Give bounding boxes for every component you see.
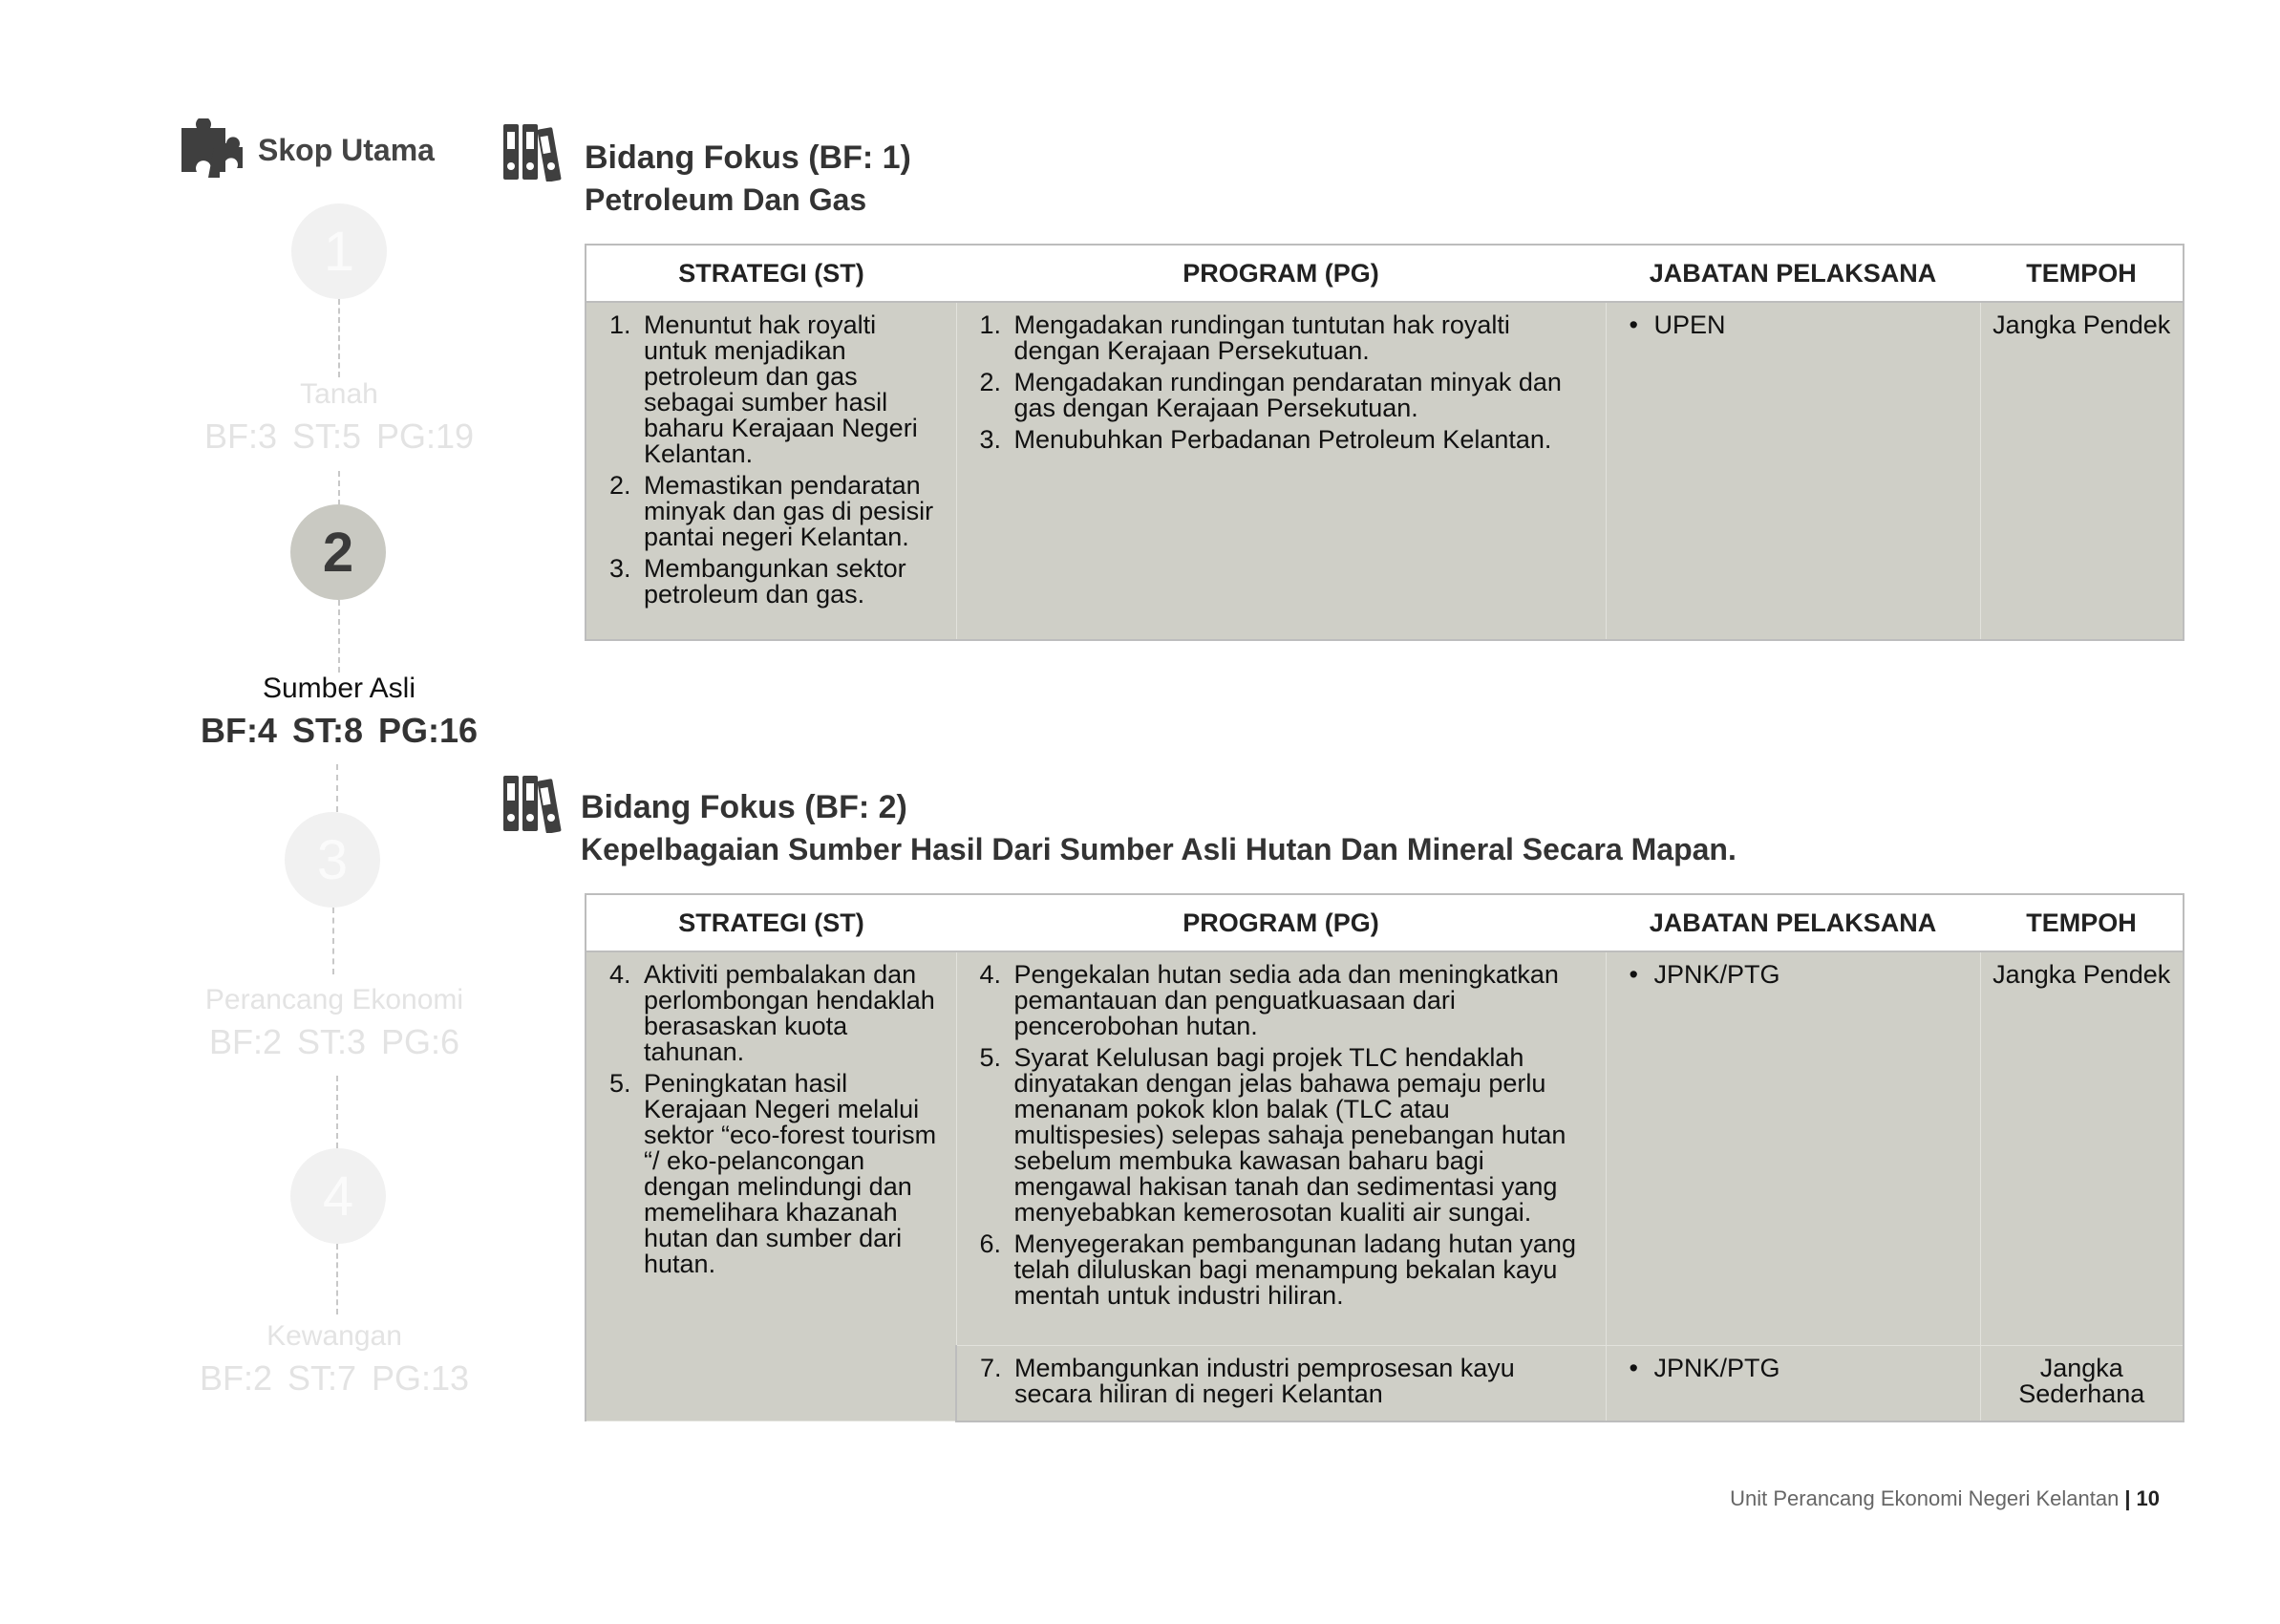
header-tempoh: TEMPOH <box>1980 245 2184 302</box>
page-footer <box>1730 1486 2160 1511</box>
timeline-connector <box>338 471 340 505</box>
timeline-connector <box>332 908 334 974</box>
jabatan-item: • JPNK/PTG <box>1616 962 1971 988</box>
program-cell <box>956 302 1606 640</box>
jabatan-cell <box>1606 1345 1980 1421</box>
list-item: 3. Membangunkan sektor petroleum dan gas. <box>609 554 906 609</box>
timeline-connector <box>336 1076 338 1148</box>
header-strategi: STRATEGI (ST) <box>586 245 956 302</box>
binders-icon <box>501 122 566 182</box>
timeline-step-2-label: Sumber Asli BF:4 ST:8 PG:16 <box>200 673 479 750</box>
timeline-connector <box>338 600 340 673</box>
strategy-cell <box>586 951 956 1421</box>
list-item: 3. Menubuhkan Perbadanan Petroleum Kelantan. <box>979 425 1552 454</box>
program-list <box>967 962 1596 1309</box>
focus-1-heading <box>585 139 911 218</box>
list-item: 4. Aktiviti pembalakan dan perlombongan hendaklah berasaskan kuota tahunan. <box>609 960 935 1066</box>
program-cell <box>956 951 1606 1345</box>
jabatan-cell <box>1606 302 1980 640</box>
jabatan-item: • UPEN <box>1616 312 1971 338</box>
timeline-sidebar <box>0 0 497 1624</box>
list-item: 5. Syarat Kelulusan bagi projek TLC hendaklah dinyatakan dengan jelas bahawa pemaju perlu menanam pokok klon balak (TLC atau multispesies) selepas sahaja penebangan hutan sebelum membuka kawasan baharu bagi mengawal hakisan tanah dan sedimentasi yang menyebabkan kemerosotan kualiti air sungai. <box>979 1043 1566 1227</box>
strategy-list <box>596 312 947 608</box>
program-list <box>967 1353 1596 1408</box>
timeline-step-3-label: Perancang Ekonomi BF:2 ST:3 PG:6 <box>204 984 464 1061</box>
tempoh-cell: Jangka Pendek <box>1980 302 2184 640</box>
list-item: 5. Peningkatan hasil Kerajaan Negeri melalui sektor “eco-forest tourism “/ eko-pelancongan dengan melindungi dan memelihara khazanah hutan dan sumber dari hutan. <box>609 1069 937 1278</box>
timeline-step-1-label: Tanah BF:3 ST:5 PG:19 <box>203 378 475 456</box>
binders-icon <box>501 774 566 833</box>
list-item: 6. Menyegerakan pembangunan ladang hutan yang telah diluluskan bagi menampung bekalan kayu mentah untuk industri hiliran. <box>979 1229 1576 1310</box>
header-program: PROGRAM (PG) <box>956 894 1606 951</box>
focus-2-title: Kepelbagaian Sumber Hasil Dari Sumber Asli Hutan Dan Mineral Secara Mapan. <box>581 832 1737 866</box>
header-tempoh: TEMPOH <box>1980 894 2184 951</box>
timeline-connector <box>336 1244 338 1314</box>
timeline-step-3-circle[interactable]: 3 <box>285 812 380 908</box>
strategy-list <box>596 962 946 1277</box>
strategy-cell <box>586 302 956 640</box>
focus-2-table <box>585 893 2184 1422</box>
timeline-connector <box>336 764 338 812</box>
header-strategi: STRATEGI (ST) <box>586 894 956 951</box>
list-item: 1. Menuntut hak royalti untuk menjadikan petroleum dan gas sebagai sumber hasil baharu Kerajaan Negeri Kelantan. <box>609 310 918 468</box>
focus-2-heading <box>581 789 1737 867</box>
timeline-connector <box>338 299 340 377</box>
list-item: 2. Mengadakan rundingan pendaratan minyak dan gas dengan Kerajaan Persekutuan. <box>979 368 1562 422</box>
list-item: 7. Membangunkan industri pemprosesan kayu secara hiliran di negeri Kelantan <box>980 1353 1515 1408</box>
program-list <box>967 312 1596 453</box>
header-program: PROGRAM (PG) <box>956 245 1606 302</box>
skop-title: Skop Utama <box>258 132 435 167</box>
focus-1-table <box>585 244 2184 641</box>
focus-1-title: Petroleum Dan Gas <box>585 182 867 217</box>
tempoh-cell: Jangka Sederhana <box>1980 1345 2184 1421</box>
list-item: 4. Pengekalan hutan sedia ada dan meningkatkan pemantauan dan penguatkuasaan dari pencerobohan hutan. <box>979 960 1559 1040</box>
jabatan-cell <box>1606 951 1980 1345</box>
timeline-step-4-circle[interactable]: 4 <box>290 1148 386 1244</box>
header-jabatan: JABATAN PELAKSANA <box>1606 245 1980 302</box>
focus-2-label: Bidang Fokus (BF: 2) <box>581 789 907 825</box>
timeline-step-4-label: Kewangan BF:2 ST:7 PG:13 <box>199 1320 470 1398</box>
focus-1-label: Bidang Fokus (BF: 1) <box>585 139 911 176</box>
timeline-step-1-circle[interactable]: 1 <box>291 203 387 299</box>
page-number: 10 <box>2136 1486 2160 1510</box>
list-item: 1. Mengadakan rundingan tuntutan hak royalti dengan Kerajaan Persekutuan. <box>979 310 1510 365</box>
footer-org: Unit Perancang Ekonomi Negeri Kelantan <box>1730 1486 2120 1510</box>
footer-separator: | <box>2124 1486 2131 1510</box>
timeline-step-2-circle[interactable]: 2 <box>290 504 386 600</box>
program-cell <box>956 1345 1606 1421</box>
tempoh-cell: Jangka Pendek <box>1980 951 2184 1345</box>
header-jabatan: JABATAN PELAKSANA <box>1606 894 1980 951</box>
list-item: 2. Memastikan pendaratan minyak dan gas di pesisir pantai negeri Kelantan. <box>609 471 934 551</box>
jabatan-item: • JPNK/PTG <box>1616 1356 1971 1381</box>
